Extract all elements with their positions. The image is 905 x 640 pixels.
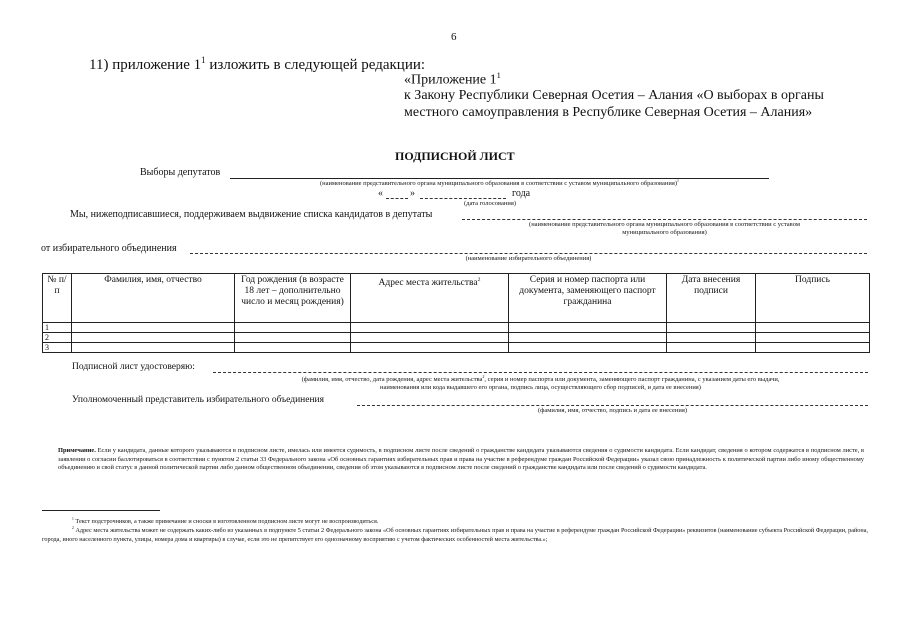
cell-birth-year[interactable]	[235, 343, 351, 353]
date-open-quote: «	[378, 188, 383, 199]
support-field[interactable]	[462, 219, 867, 220]
representative-caption: (фамилия, имя, отчество, подпись и дата ее внесения)	[537, 407, 687, 414]
certified-label: Подписной лист удостоверяю:	[72, 362, 195, 372]
cell-address[interactable]	[351, 343, 509, 353]
support-caption-1: (наименование представительного органа муниципального образования в соответствии с уставом	[529, 221, 800, 228]
cell-sign-date[interactable]	[667, 323, 756, 333]
table-row	[43, 333, 870, 343]
signature-table	[42, 273, 870, 353]
date-row	[378, 188, 383, 199]
date-caption: (дата голосования)	[463, 200, 517, 207]
representative-label: Уполномоченный представитель избирательного объединения	[72, 395, 325, 405]
row-number: 3	[43, 343, 72, 353]
cell-passport[interactable]	[509, 333, 667, 343]
appendix-line3: местного самоуправления в Республике Северная Осетия – Алания»	[404, 105, 813, 120]
cell-address[interactable]	[351, 323, 509, 333]
footnote-2: $^2$ Адрес места жительства может не содержать каких-либо из указанных в подпункте 5 статьи 2 Федерального закона «Об основных гарантиях избирательных прав и права на участие в референдуме граждан Российской Федерации» реквизитов (наименование субъекта Российской Федерации, района, города, иного населенного пункта, улицы, номера дома и квартиры) в случае, если это не препятствует его однозначному восприятию с учетом фактических особенностей места жительства.»;	[42, 526, 868, 543]
col-sign-date: Дата внесения подписи	[667, 274, 756, 323]
support-label: Мы, нижеподписавшиеся, поддерживаем выдвижение списка кандидатов в депутаты	[70, 209, 433, 220]
table-row	[43, 323, 870, 333]
table-row	[43, 343, 870, 353]
cell-sign-date[interactable]	[667, 333, 756, 343]
col-passport: Серия и номер паспорта или документа, заменяющего паспорт гражданина	[509, 274, 667, 323]
date-close-quote: »	[410, 188, 415, 199]
cell-full-name[interactable]	[72, 343, 235, 353]
col-signature: Подпись	[756, 274, 870, 323]
cell-birth-year[interactable]	[235, 323, 351, 333]
association-field[interactable]	[190, 253, 867, 254]
amendment-intro	[89, 55, 425, 74]
intro-sup: 1	[201, 55, 206, 65]
cell-full-name[interactable]	[72, 323, 235, 333]
cell-signature[interactable]	[756, 343, 870, 353]
certified-caption-1: (фамилия, имя, отчество, дата рождения, адрес места жительства$^2$, серия и номер паспорта или документа, заменяющего паспорт гражданина, с указанием даты его выдачи,	[301, 375, 780, 384]
elections-caption: (наименование представительного органа муниципального образования в соответствии с уставом муниципального образования)$^1$	[320, 179, 679, 188]
cell-passport[interactable]	[509, 343, 667, 353]
col-number: № п/п	[43, 274, 72, 323]
cell-full-name[interactable]	[72, 333, 235, 343]
appendix-line1: «Приложение $1^1$	[404, 71, 501, 88]
certified-caption-2: наименования или кода выдавшего его органа, подпись лица, осуществляющего сбор подписей, и дата ее внесения)	[380, 384, 701, 391]
representative-field[interactable]	[357, 405, 868, 406]
table-header-row	[43, 274, 870, 323]
date-month-year-field[interactable]	[420, 198, 506, 199]
appendix-line2: к Закону Республики Северная Осетия – Алания «О выборах в органы	[404, 88, 824, 103]
elections-label: Выборы депутатов	[140, 167, 221, 178]
association-caption: (наименование избирательного объединения)	[465, 255, 592, 262]
date-day-field[interactable]	[386, 198, 408, 199]
cell-sign-date[interactable]	[667, 343, 756, 353]
intro-tail: изложить в следующей редакции:	[205, 57, 426, 73]
note-lead: Примечание.	[58, 447, 96, 454]
document-title: ПОДПИСНОЙ ЛИСТ	[395, 149, 515, 163]
col-birth-year: Год рождения (в возрасте 18 лет – дополнительно число и месяц рождения)	[235, 274, 351, 323]
association-label: от избирательного объединения	[41, 243, 177, 254]
support-caption-2: муниципального образования)	[622, 229, 707, 236]
cell-signature[interactable]	[756, 323, 870, 333]
date-suffix: года	[512, 188, 531, 199]
row-number: 2	[43, 333, 72, 343]
col-full-name: Фамилия, имя, отчество	[72, 274, 235, 323]
cell-address[interactable]	[351, 333, 509, 343]
certified-field[interactable]	[213, 372, 868, 373]
row-number: 1	[43, 323, 72, 333]
intro-text: 11) приложение 1	[89, 57, 202, 73]
cell-birth-year[interactable]	[235, 333, 351, 343]
page-number: 6	[451, 31, 457, 43]
footnote-1: $^1$ Текст подстрочников, а также примечание и сноски в изготовленном подписном листе могут не воспроизводиться.	[72, 517, 379, 526]
cell-signature[interactable]	[756, 333, 870, 343]
note-paragraph	[58, 447, 864, 473]
footnote-separator	[42, 510, 160, 511]
cell-passport[interactable]	[509, 323, 667, 333]
note-text: Если у кандидата, данные которого указываются в подписном листе, имелась или имеется судимость, в подписном листе после сведений о гражданстве кандидата указываются сведения о судимости кандидата. Если кандидат, сведения о котором содержатся в подписном листе, в заявлении о согласии баллотироваться в соответствии с пунктом 2 статьи 33 Федерального закона «Об основных гарантиях избирательных прав и права на участие в референдуме граждан Российской Федерации» указал свою принадлежность к политической партии либо иному общественному объединению и свой статус в данной политической партии либо данном общественном объединении, сведения об этом указываются в подписном листе после сведений о гражданстве кандидата или после сведений о судимости кандидата.	[58, 447, 864, 472]
col-address: Адрес места жительства$^2$	[351, 274, 509, 323]
